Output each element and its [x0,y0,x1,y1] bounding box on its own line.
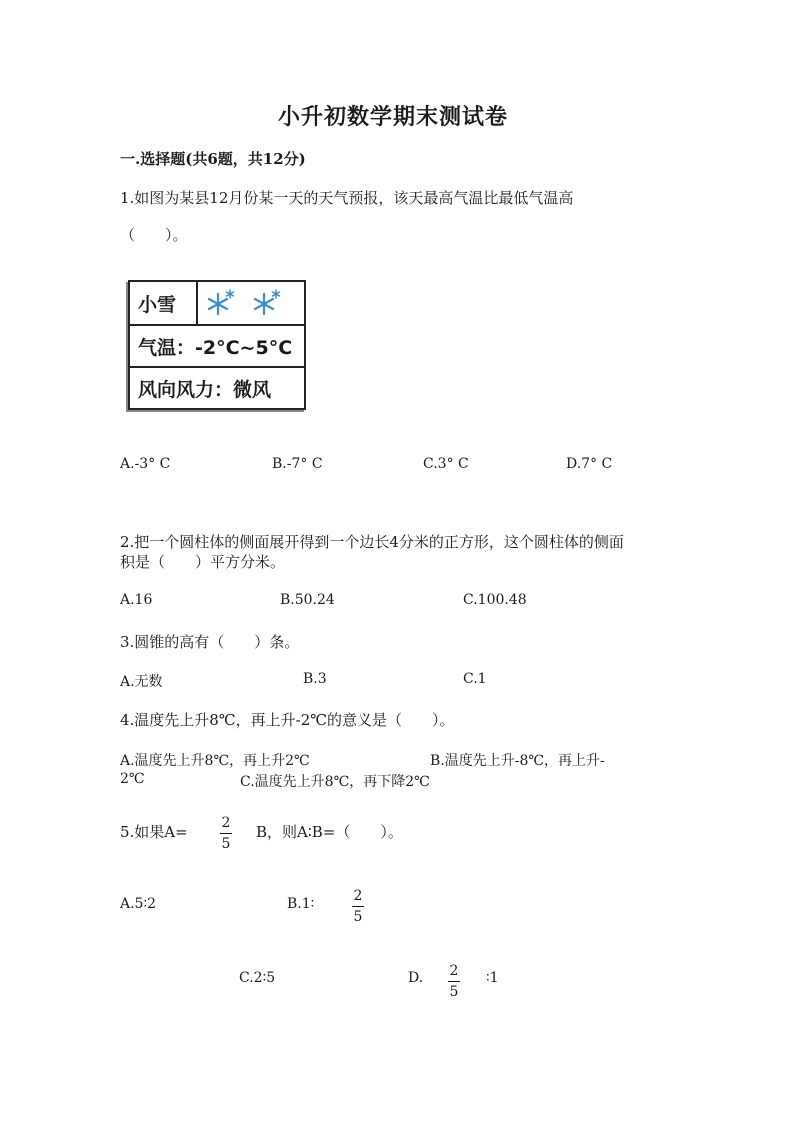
q5-option-d[interactable]: D. [408,970,424,986]
fraction-denominator: 5 [353,909,363,925]
q4-option-c[interactable]: C.温度先上升8℃，再下降2℃ [240,774,430,790]
q2-stem: 2.把一个圆柱体的侧面展开得到一个边长4分米的正方形，这个圆柱体的侧面 [120,533,624,551]
q4-option-a[interactable]: A.温度先上升8℃，再上升2℃ [120,753,310,769]
q3-option-a[interactable]: A.无数 [120,674,163,690]
q5-option-b-fraction [352,888,364,925]
snowflake-icon [248,282,284,324]
q4-option-b[interactable]: B.温度先上升-8℃，再上升- [430,753,605,769]
section-heading: 一.选择题(共6题，共12分) [120,150,306,168]
q5-option-c[interactable]: C.2∶5 [239,970,276,986]
q1-option-a[interactable]: A.-3° C [120,456,171,472]
q5-stem-suffix: B，则A∶B=（ ）。 [256,823,403,841]
q3-option-b[interactable]: B.3 [303,671,327,687]
q1-stem-blank: （ ）。 [120,226,188,244]
snowflake-icon [202,282,238,324]
weather-forecast-card [128,280,306,410]
q5-stem-prefix: 5.如果A= [120,823,188,841]
q5-option-d-suffix: ∶1 [486,970,499,986]
q5-fraction [220,815,232,852]
weather-row-temperature [130,326,304,368]
q2-option-b[interactable]: B.50.24 [280,592,335,608]
fraction-denominator: 5 [221,836,231,852]
q1-option-d[interactable]: D.7° C [566,456,613,472]
q1-option-b[interactable]: B.-7° C [272,456,323,472]
weather-temperature-label: 气温：-2°C~5°C [138,336,293,359]
q5-option-b[interactable]: B.1∶ [287,896,315,912]
fraction-denominator: 5 [449,984,459,1000]
q3-stem: 3.圆锥的高有（ ）条。 [120,633,300,651]
q2-stem-cont: 积是（ ）平方分米。 [120,553,286,571]
q3-option-c[interactable]: C.1 [463,671,487,687]
q1-option-c[interactable]: C.3° C [423,456,469,472]
q2-option-a[interactable]: A.16 [120,592,153,608]
q4-stem: 4.温度先上升8℃，再上升-2℃的意义是（ ）。 [120,711,455,729]
fraction-numerator: 2 [353,888,363,904]
weather-row-wind [130,368,304,408]
weather-row-condition [130,282,304,326]
q4-option-b-cont[interactable]: 2℃ [120,771,145,787]
page-title: 小升初数学期末测试卷 [278,104,509,130]
q5-option-a[interactable]: A.5∶2 [120,896,157,912]
fraction-numerator: 2 [221,815,231,831]
weather-condition-label: 小雪 [138,293,177,316]
weather-wind-label: 风向风力：微风 [138,378,272,401]
q1-stem: 1.如图为某县12月份某一天的天气预报，该天最高气温比最低气温高 [120,189,574,207]
q2-option-c[interactable]: C.100.48 [463,592,527,608]
q5-option-d-fraction [448,963,460,1000]
fraction-numerator: 2 [449,963,459,979]
